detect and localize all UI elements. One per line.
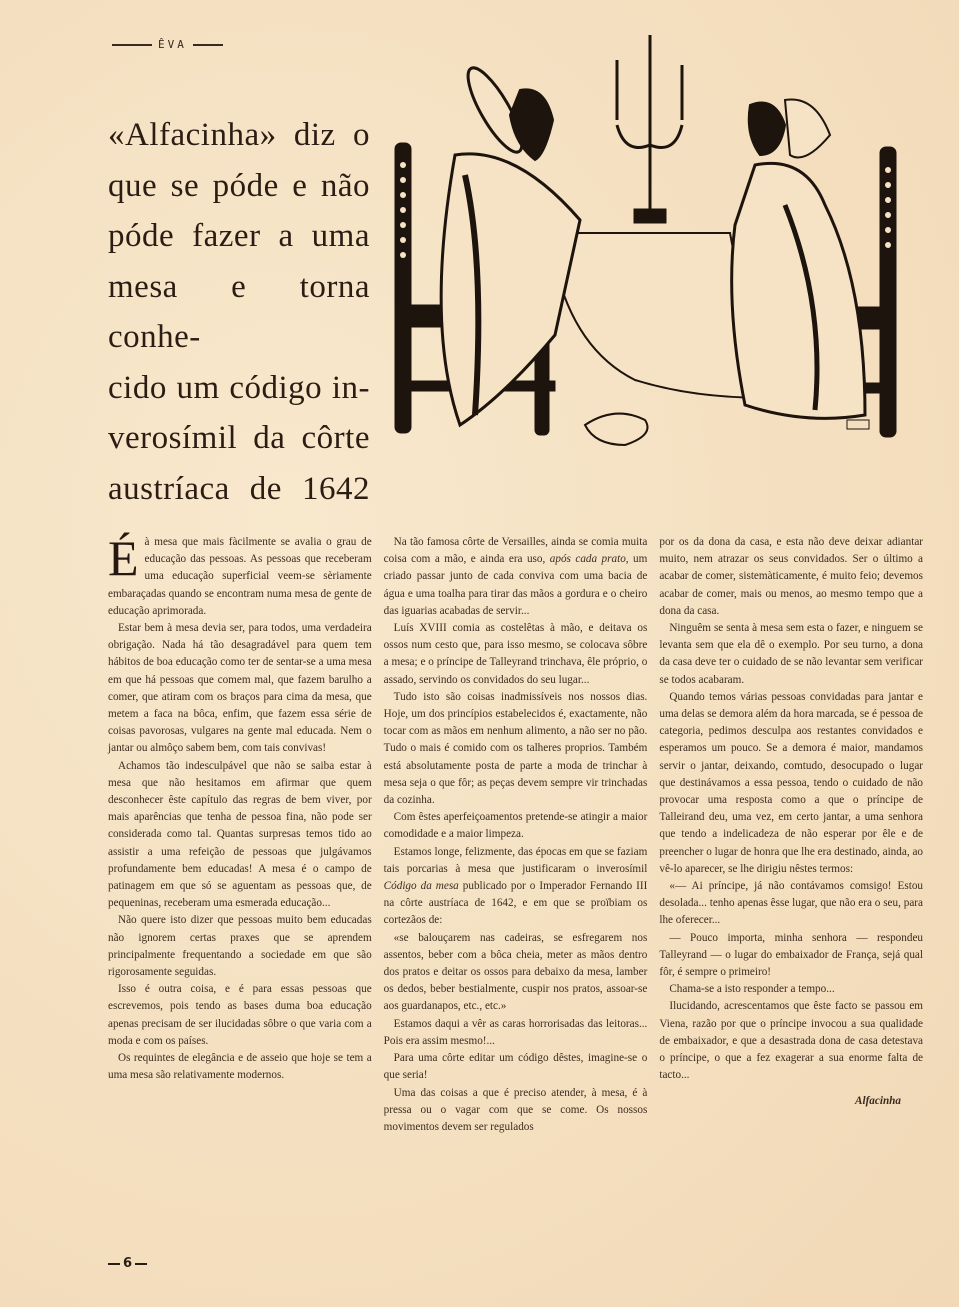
- headline-line: mesa e torna conhe-: [108, 268, 370, 355]
- paragraph: Achamos tão indesculpável que não se saiba estar à mesa que não hesitamos em afirmar que quem desconhecer êste capítulo das regras de bem viver, por mais aparências que tenha de pessoa fina, não pode ser considerada como tal. Quantas surpresas temos tido ao assistir a uma refeição de pessoas que julgávamos profundamente bem educadas! A mesa é o campo de patinagem em que só se aguentam as pessoas que, de pequeninas, receberam uma esmerada educação...: [108, 759, 372, 910]
- paragraph: É à mesa que mais fàcilmente se avalia o grau de educação das pessoas. As pessoas que receberam uma educação superficial veem-se sèriamente embaraçadas quando se encontram numa mesa de gente de educação aprimorada.: [108, 530, 372, 617]
- headline-line: verosímil da côrte: [108, 420, 370, 456]
- paragraph: Quando temos várias pessoas convidadas para jantar e uma delas se demora além da hora marcada, se é pessoa de categoria, pedimos desculpa aos restantes convidados e esperamos um pouco. Se a demora é maior, mandamos servir o jantar, deixando, comtudo, desocupado o lugar que destinávamos a essa pessoa, tendo o cuidado de não provocar uma resposta como a que o príncipe de Talleirand deu, uma vez, em certo jantar, a uma senhora que tendo a indelicadeza de não esperar por êle e de preencher o lugar de honra que lhe era destinado, ainda, ao vê-lo aparecer, se lhe dirigiu nêstes termos:: [659, 690, 924, 875]
- paragraph: Para uma côrte editar um código dêstes, imagine-se o que seria!: [383, 1052, 648, 1082]
- paragraph: por os da dona da casa, e esta não deve deixar adiantar muito, nem atrazar os seus convidados. Ser o último a acabar de comer, sistemàticamente, é muito feio; devemos acabar de comer, mais ou menos, ao mesmo tempo que a dona da casa.: [659, 536, 924, 617]
- paragraph: Estamos daqui a vêr as caras horrorisadas das leitoras... Pois era assim mesmo!...: [383, 1017, 648, 1047]
- page-number-value: 6: [123, 1256, 133, 1271]
- masthead: [112, 38, 223, 51]
- paragraph: Na tão famosa côrte de Versailles, ainda se comia muita coisa com a mão, e ainda era uso, após cada prato, um criado passar junto de cada conviva com uma bacia de água e uma toalha para tirar das mãos a gordura e o cheiro das iguarias acabadas de servir...: [383, 536, 648, 617]
- paragraph: Chama-se a isto responder a tempo...: [669, 983, 835, 996]
- dog-icon: [585, 414, 648, 445]
- dining-illustration: [385, 5, 910, 455]
- quotation: «se balouçarem nas cadeiras, se esfregarem nos assentos, beber com a bôca cheia, meter as mãos dentro dos pratos e deitar os ossos para debaixo da mesa, lamber os dedos, beber bestialmente, cuspir nos pratos, assoar-se aos guardanapos, etc., etc.»: [383, 931, 648, 1013]
- paragraph: Os requintes de elegância e de asseio que hoje se tem a uma mesa são relativamente modernos.: [108, 1052, 372, 1082]
- paragraph: Isso é outra coisa, e é para essas pessoas que escrevemos, pois tendo as bases duma boa educação apenas precisam de ser ilucidadas sôbre o que varia com a moda e com os países.: [108, 983, 372, 1047]
- paragraph: Tudo isto são coisas inadmissíveis nos nossos dias. Hoje, um dos princípios estabelecidos é, exactamente, não tocar com as mãos em nenhum alimento, a não ser no pão. Tudo o mais é comido com os talheres proprios. Também está absolutamente posta de parte a moda de trinchar à mesa seja o que fôr; as peças devem sempre vir trinchadas da cozinha.: [383, 690, 648, 807]
- paragraph: Luís XVIII comia as costelêtas à mão, e deitava os ossos num cesto que, para isso mesmo, se colocava sôbre a mesa; e o príncipe de Talleyrand trinchava, êle próprio, o assado, servindo os convidados do seu lugar...: [383, 622, 648, 686]
- paragraph: Ninguêm se senta à mesa sem esta o fazer, e ninguem se levanta sem que ela dê o exemplo. Por seu turno, a dona da casa deve ter o cuidado de se não levantar sem verificar se todos acabaram.: [659, 622, 924, 686]
- folio-rule: [108, 1263, 120, 1265]
- article-column-3: [659, 534, 923, 1136]
- masthead-rule-right: [193, 44, 223, 46]
- article-column-1: [108, 530, 372, 1136]
- author-signature: Alfacinha: [855, 1094, 902, 1107]
- masthead-title: ÊVA: [158, 38, 187, 51]
- article-column-2: [384, 534, 648, 1136]
- headline-line: «Alfacinha» diz o: [108, 117, 370, 153]
- page-number: [108, 1256, 147, 1271]
- headline-line: cido um código in-: [108, 369, 370, 406]
- paragraph: Com êstes aperfeiçoamentos pretende-se atingir a maior comodidade e a maior limpeza.: [383, 811, 648, 841]
- paragraph: Estamos longe, felizmente, das épocas em que se faziam tais porcarias à mesa que justificaram o inverosímil Código da mesa publicado por o Imperador Fernando III na côrte austríaca de 1642, e em que se proïbiam os cortezãos de:: [383, 845, 648, 927]
- paragraph: Uma das coisas a que é preciso atender, à mesa, é à pressa ou o vagar com que se come. Os nossos movimentos devem ser regulados: [383, 1086, 648, 1133]
- masthead-rule-left: [112, 44, 152, 46]
- paragraph: Ilucidando, acrescentamos que êste facto se passou em Viena, razão por que o príncipe invocou a sua qualidade de embaixador, e que a desastrada dona de casa detestava o príncipe, o que a fez exagerar a sua enorme falta de tacto...: [659, 1000, 924, 1082]
- headline-line: que se póde e não: [108, 167, 370, 204]
- woman-figure-icon: [732, 99, 865, 418]
- dropcap: É: [108, 530, 139, 586]
- folio-rule: [135, 1263, 147, 1265]
- man-figure-icon: [441, 61, 580, 425]
- paragraph: Estar bem à mesa devia ser, para todos, uma verdadeira obrigação. Nada há tão desagradável para quem tem hábitos de boa educação como ter de sentar-se a uma mesa em que há pessoas que comem mal, que fazem barulho a comer, que atiram com os braços para cima da mesa, que metem a faca na bôca, enfim, que fazem essa série de coisas pavorosas, vulgares na gente mal educada. Nem o jantar ou almôço sabem bem, com tais convivas!: [108, 622, 372, 755]
- headline: [108, 110, 370, 514]
- quotation: «— Ai príncipe, já não contávamos comsigo! Estou desolada... tenho apenas êsse lugar, que não era o seu, para lhe oferecer...: [659, 880, 924, 927]
- paragraph: Não quere isto dizer que pessoas muito bem educadas não ignorem certas praxes que se aprendem principalmente frequentando a sociedade em que são rigorosamente seguidas.: [108, 914, 372, 979]
- candelabra-icon: [617, 35, 682, 222]
- headline-line: póde fazer a uma: [108, 218, 370, 254]
- headline-line: austríaca de 1642: [108, 470, 370, 507]
- paragraph: — Pouco importa, minha senhora — respondeu Talleyrand — o lugar do embaixador de França, sejá qual fôr, é sempre o primeiro!: [659, 931, 924, 979]
- article-body: [108, 530, 924, 1136]
